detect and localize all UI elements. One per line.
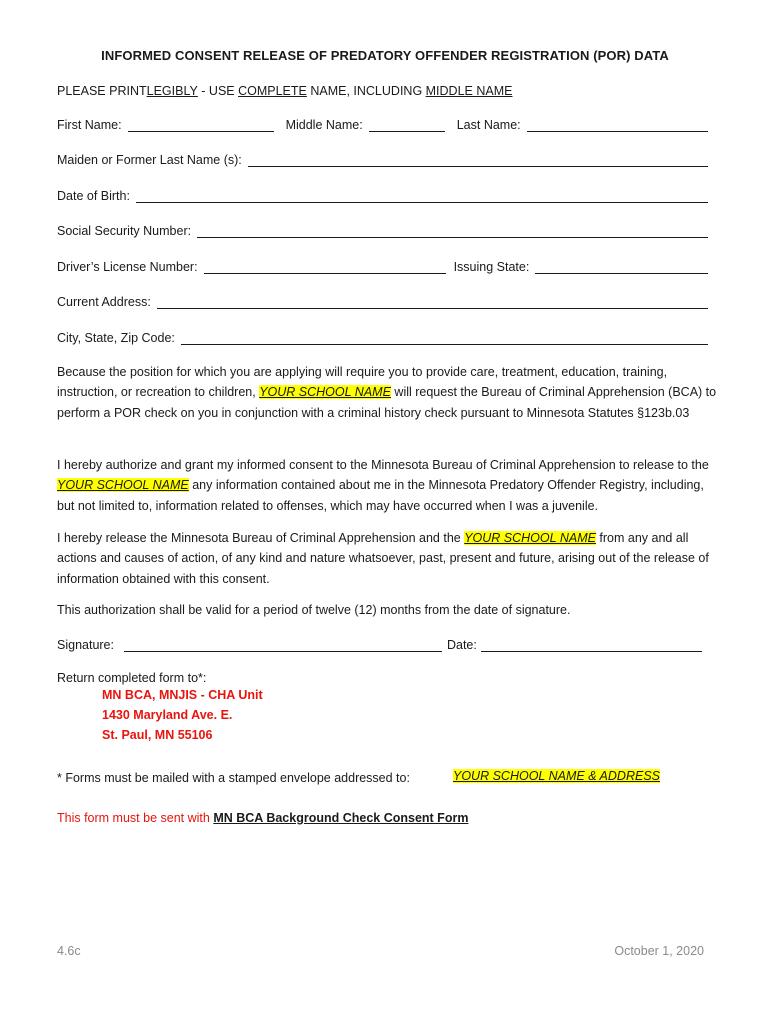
maiden-name-field[interactable]	[248, 152, 708, 167]
license-row	[57, 256, 708, 274]
form-date: October 1, 2020	[614, 944, 704, 958]
para1-text-b: will request the Bureau of Criminal Apprehension (BCA) to perform a POR check on you in conjunction with a criminal history check pursuant to Minnesota Statutes §123b.03	[57, 385, 717, 420]
city-state-zip-label: City, State, Zip Code:	[57, 331, 175, 345]
date-label: Date:	[446, 638, 477, 652]
school-name-placeholder-2: YOUR SCHOOL NAME	[57, 478, 189, 493]
school-name-placeholder-3: YOUR SCHOOL NAME	[464, 531, 596, 545]
signature-field[interactable]	[124, 637, 442, 652]
para2-text-a: I hereby authorize and grant my informed consent to the Minnesota Bureau of Criminal Apprehension to release to the	[57, 458, 709, 472]
paragraph-validity: This authorization shall be valid for a period of twelve (12) months from the date of signature.	[57, 603, 571, 617]
form-version: 4.6c	[57, 944, 81, 958]
dob-label: Date of Birth:	[57, 189, 130, 203]
name-row	[57, 114, 708, 132]
last-name-field[interactable]	[527, 117, 708, 132]
instructions-middle-text: - USE	[197, 84, 239, 98]
ssn-label: Social Security Number:	[57, 224, 192, 238]
city-state-zip-field[interactable]	[181, 330, 708, 345]
current-address-label: Current Address:	[57, 295, 151, 309]
print-instructions	[57, 80, 708, 98]
para3-text-b: from any and all actions and causes of action, of any kind and nature whatsoever, past, present and future, arising out of the release of information obtained with this consent.	[57, 531, 709, 586]
return-label: Return completed form to*:	[57, 671, 207, 685]
issuing-state-label: Issuing State:	[453, 260, 530, 274]
address-line-1: MN BCA, MNJIS - CHA Unit	[102, 688, 263, 702]
issuing-state-field[interactable]	[535, 259, 708, 274]
ssn-row	[57, 220, 708, 238]
drivers-license-label: Driver’s License Number:	[57, 260, 198, 274]
drivers-license-field[interactable]	[204, 259, 446, 274]
para2-text-b: any information contained about me in the Minnesota Predatory Offender Registry, including, but not limited to, information related to offenses, which may have occurred when I was a juvenile.	[57, 478, 704, 513]
mail-note: * Forms must be mailed with a stamped envelope addressed to:	[57, 771, 410, 785]
dob-field[interactable]	[136, 188, 708, 203]
maiden-name-row	[57, 149, 708, 167]
middle-name-label: Middle Name:	[285, 118, 363, 132]
maiden-name-label: Maiden or Former Last Name (s):	[57, 153, 242, 167]
school-address-placeholder-wrap	[453, 769, 660, 783]
address-row	[57, 291, 708, 309]
current-address-field[interactable]	[157, 294, 708, 309]
instructions-middle-name: MIDDLE NAME	[425, 84, 513, 98]
para3-text-a: I hereby release the Minnesota Bureau of Criminal Apprehension and the	[57, 531, 465, 545]
signature-label: Signature:	[57, 638, 114, 652]
first-name-label: First Name:	[57, 118, 122, 132]
return-row	[57, 667, 708, 685]
sent-with-prefix: This form must be sent with	[57, 811, 214, 825]
address-line-3: St. Paul, MN 55106	[102, 728, 213, 742]
city-row	[57, 327, 708, 345]
sent-with-row	[57, 807, 708, 825]
instructions-prefix: PLEASE PRINT	[57, 84, 147, 98]
address-line-2: 1430 Maryland Ave. E.	[102, 708, 233, 722]
school-name-placeholder-1: YOUR SCHOOL NAME	[259, 385, 391, 400]
consent-form-reference: MN BCA Background Check Consent Form	[213, 811, 469, 825]
middle-name-field[interactable]	[369, 117, 445, 132]
para1-text-a: Because the position for which you are applying will require you to provide care, treatment, education, training, instruction, or recreation to children,	[57, 365, 668, 400]
paragraph-authorize	[57, 455, 717, 516]
paragraph-release	[57, 528, 717, 589]
signature-row	[57, 634, 702, 652]
first-name-field[interactable]	[128, 117, 274, 132]
instructions-complete: COMPLETE	[238, 84, 307, 98]
date-field[interactable]	[481, 637, 702, 652]
instructions-rest: NAME, INCLUDING	[306, 84, 426, 98]
ssn-field[interactable]	[197, 223, 708, 238]
school-address-placeholder: YOUR SCHOOL NAME & ADDRESS	[453, 769, 660, 783]
form-title: INFORMED CONSENT RELEASE OF PREDATORY OFFENDER REGISTRATION (POR) DATA	[101, 48, 669, 63]
last-name-label: Last Name:	[456, 118, 521, 132]
dob-row	[57, 185, 708, 203]
instructions-legibly: LEGIBLY	[146, 84, 198, 98]
paragraph-position	[57, 362, 717, 423]
